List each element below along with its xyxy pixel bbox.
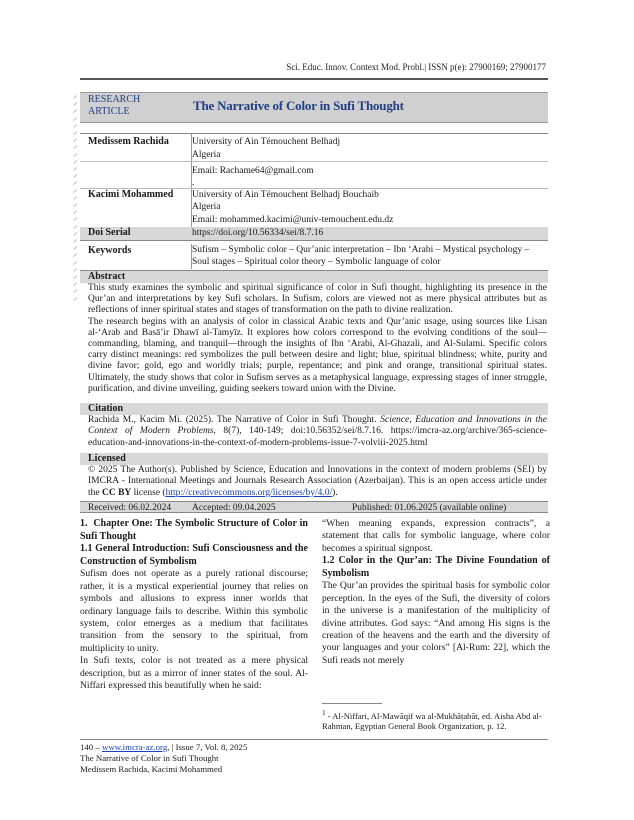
author-affiliation: University of Ain Témouchent Belhadj Bouchaib: [192, 190, 379, 200]
top-rule: [80, 78, 548, 80]
article-header: [80, 92, 548, 123]
body-left-column: [80, 518, 308, 692]
footer-site-link[interactable]: www.imcra-az.org: [102, 742, 168, 752]
author-name: Medissem Rachida: [88, 136, 169, 147]
footer-issue: , | Issue 7, Vol. 8, 2025: [167, 742, 248, 752]
abstract-section: [80, 271, 548, 395]
section-heading: 1.1 General Introduction: Sufi Consciousness and the Construction of Symbolism: [80, 543, 308, 567]
abstract-paragraph: This study examines the symbolic and spiritual significance of color in Sufi thought, highlighting its presence in the Qur’an and interpretations by key Sufi scholars. In Sufism, colors are viewed not as mere physical attributes but as reflections of inner spiritual states and stages of transformation on the path to divine realization.: [88, 283, 547, 316]
chapter-heading: 1. Chapter One: The Symbolic Structure of Color in Sufi Thought: [80, 518, 308, 542]
body-paragraph: In Sufi texts, color is not treated as a mere physical description, but as a mirror of inner states of the soul. Al-Niffari expressed this beautifully when he said:: [80, 655, 308, 692]
citation-authors: Rachida M., Kacim Mi. (2025). The Narrative of Color in Sufi Thought.: [88, 415, 381, 425]
author-email[interactable]: Email: Rachame64@gmail.com: [192, 166, 314, 176]
license-link[interactable]: http://creativecommons.org/licenses/by/4.0/: [165, 487, 333, 498]
running-head: Sci. Educ. Innov. Context Mod. Probl.| ISSN p(e): 27900169; 27900177: [286, 62, 546, 72]
article-title: The Narrative of Color in Sufi Thought: [193, 98, 404, 113]
body-paragraph: The Qur’an provides the spiritual basis for symbolic color perception. In the eyes of the Sufi, the diversity of colors in the universe is a manifestation of the multiplicity of divine attributes. God says: “And among His signs is the creation of the heavens and the earth and the diversity of your languages and your colors” [Al-Rum: 22], which the Sufi reads not merely: [322, 580, 550, 666]
margin-dashes: ⸝ ⸝ ⸝ ⸝ ⸝ ⸝ ⸝ ⸝ ⸝ ⸝ ⸝ ⸝ ⸝ ⸝ ⸝ ⸝ ⸝ ⸝ ⸝ ⸝ ⸝ ⸝ ⸝ ⸝ ⸝ ⸝ ⸝ ⸝ ⸝: [73, 92, 78, 302]
license-cc: CC BY: [101, 487, 132, 498]
body-right-column: [322, 518, 550, 667]
author-country: Algeria: [192, 150, 221, 160]
divider: [80, 240, 548, 241]
author-name: Kacimi Mohammed: [88, 189, 174, 200]
doi-row: [80, 227, 548, 240]
citation-journal: Science, Education and Innovations in the Context of Modern Problems,: [88, 415, 548, 437]
citation-details: 8(7), 140-149; doi:10.56352/sei/8.7.16. https://imcra-az.org/archive/365-science-education-and-innovations-in-the-context-of-modern-problems-issue-7-volviii-2025.html: [88, 426, 547, 448]
doi-label: Doi Serial: [88, 227, 131, 238]
footnote-rule: [322, 703, 382, 704]
author-affiliation: University of Ain Témouchent Belhadj: [192, 137, 341, 147]
footer-title: The Narrative of Color in Sufi Thought: [80, 752, 219, 763]
dates-row: [80, 501, 548, 513]
divider: [80, 161, 548, 162]
keywords-row: [80, 245, 548, 269]
license-mid: license (: [131, 487, 166, 498]
license-statement: © 2025 The Author(s). Published by Science, Education and Innovations in the context of modern problems (SEI) by IMCRA - International Meetings and Journals Research Association (Azerbaijan). This is an open access article under the: [88, 465, 547, 498]
citation-heading: Citation: [80, 403, 548, 415]
license-text: [80, 465, 548, 499]
license-section: [80, 453, 548, 499]
footnote: [322, 708, 550, 732]
page-number: 140 –: [80, 742, 102, 752]
spacer-dot: .: [192, 178, 195, 188]
citation-text: [80, 415, 548, 449]
section-heading: 1.2 Color in the Qur’an: The Divine Foundation of Symbolism: [322, 555, 550, 579]
footnote-marker: 1: [322, 709, 326, 717]
author-country: Algeria: [192, 202, 221, 212]
received-date: Received: 06.02.2024: [88, 503, 172, 513]
accepted-date: Accepted: 09.04.2025: [192, 503, 276, 513]
body-paragraph: “When meaning expands, expression contracts”, a statement that calls for symbolic language, where color becomes a spiritual signpost.: [322, 518, 550, 554]
abstract-heading: Abstract: [80, 271, 548, 283]
author-block-2: [80, 189, 548, 225]
footer-issue-line: [80, 742, 247, 753]
footer-authors: Medissem Rachida, Kacimi Mohammed: [80, 763, 223, 774]
body-paragraph: Sufism does not operate as a purely rational discourse; rather, it is a mystical experiential journey that relies on symbols and allusions to express inner worlds that ordinary language fails to describe. Within this symbolic system, color emerges as a medium that facilitates transition from the sensory to the spiritual, from multiplicity to unity.: [80, 568, 308, 654]
citation-section: [80, 403, 548, 449]
page-footer: [80, 742, 247, 774]
keywords-label: Keywords: [88, 245, 132, 256]
article-type: RESEARCH ARTICLE: [88, 94, 141, 117]
license-heading: Licensed: [80, 453, 548, 465]
doi-value[interactable]: https://doi.org/10.56334/sei/8.7.16: [192, 228, 324, 238]
footnote-text: - Al-Niffari, Al-Mawāqif wa al-Mukhāṭabāt, ed. Aisha Abd al-Rahman, Egyptian General Book Organization, p. 12.: [322, 710, 542, 732]
keywords-value: Sufism – Symbolic color – Qur’anic interpretation – Ibn ‘Arabi – Mystical psychology – Soul stages – Spiritual color theory – Symbolic language of color: [192, 245, 530, 267]
license-end: ).: [332, 487, 338, 498]
author-email[interactable]: Email: mohammed.kacimi@univ-temouchent.edu.dz: [192, 215, 394, 225]
abstract-paragraph: The research begins with an analysis of color in classical Arabic texts and Qur’anic usage, using sources like Lisan al-‘Arab and Basā’ir Dhawī al-Tamyīz. It explores how colors correspond to the evolving conditions of the soul—commanding, blaming, and tranquil—through the insights of Ibn ‘Arabi, Al-Ghazali, and Al-Sulami. Specific colors carry distinct meanings: red symbolizes the pull between desire and light; blue, spiritual blindness; white, purity and divine favor; gold, ego and worldly trials; purple, repentance; and pink and orange, transitional spiritual states. Ultimately, the study shows that color in Sufism serves as a metaphysical language, expressing stages of inner struggle, purification, and divine unveiling, guiding seekers toward union with the Divine.: [88, 316, 547, 394]
divider: [80, 133, 548, 134]
published-date: Published: 01.06.2025 (available online): [352, 503, 507, 513]
footer-rule: [80, 739, 548, 740]
